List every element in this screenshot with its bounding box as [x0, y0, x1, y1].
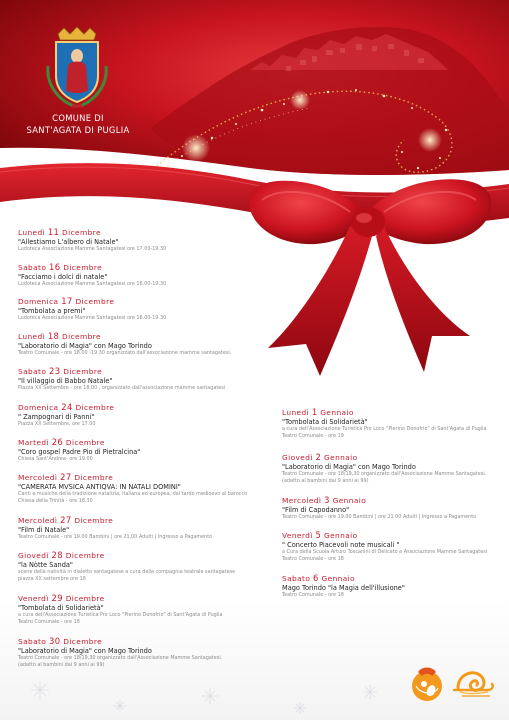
mamme-santagatesi-logo: [410, 664, 444, 704]
event-jan-3: [282, 496, 509, 521]
event-jan-1: [282, 408, 509, 440]
event-dec-18: [18, 332, 258, 357]
event-dec-11: [18, 228, 258, 253]
event-dec-16: [18, 263, 258, 288]
event-title: "Film di Capodanno": [282, 505, 350, 514]
event-jan-6: [282, 574, 509, 599]
municipal-coat-of-arms-icon: [44, 26, 110, 110]
event-date: Mercoledì 27 Dicembre: [18, 472, 114, 482]
event-info: Teatro Comunale - ore 18.00 -19.30 organizzato dall'associazione mamme santagatesi.: [18, 350, 232, 357]
event-title: "CAMERATA MVSICA ANTIQVA: IN NATALI DOMINI": [18, 482, 181, 491]
event-info: Teatro Comunale - ore 18: [18, 619, 80, 626]
event-title: Mago Torindo "la Magia dell'illusione": [282, 583, 405, 592]
event-title: " Concerto Piacevoli note musicali ": [282, 540, 400, 549]
event-date: Sabato 6 Gennaio: [282, 573, 356, 583]
ribbon-bow: [249, 179, 491, 376]
event-dec-23: [18, 367, 258, 392]
event-info: a cura dell'Associazione Turistica Pro Loco "Pierino Donofrio" di Sant'Agata di Puglia: [18, 612, 223, 619]
event-title: "Laboratorio di Magia" con Mago Torindo: [18, 646, 152, 655]
event-title: "Facciamo i dolci di natale": [18, 272, 108, 281]
event-info: Teatro Comunale - ore 19.00 Bambini | ore 21.00 Adulti | Ingresso a Pagamento: [18, 534, 213, 541]
event-title: "la Nòtte Sanda": [18, 560, 73, 569]
event-info: Teatro Comunale - ore 19: [282, 433, 344, 440]
event-info: Teatro Comunale - ore 18/19,30 organizzato dall'Associazione Mamme Santagatesi.: [282, 471, 487, 478]
event-title: "Tombolata a premi": [18, 306, 86, 315]
event-title: "Tombolata di Solidarietà": [282, 417, 368, 426]
event-dec-24: [18, 403, 258, 428]
event-date: Mercoledì 27 Dicembre: [18, 515, 114, 525]
event-title: "Tombolata di Solidarietà": [18, 603, 104, 612]
event-info: a Cura della Scuola Arturo Toscanini di Deliceto e Associazione Mamme Santagatesi: [282, 549, 488, 556]
event-title: "Il villaggio di Babbo Natale": [18, 376, 113, 385]
event-jan-2: [282, 453, 509, 485]
event-dec-27-film: [18, 516, 258, 541]
event-date: Sabato 16 Dicembre: [18, 262, 103, 272]
event-info: (adatto ai bambini dai 9 anni ai 99): [18, 662, 105, 669]
event-dec-28: [18, 551, 258, 583]
event-dec-30: [18, 637, 258, 669]
event-info: Canti e musiche della tradizione natalizia, italiana ed europea, dal tardo medioevo al barocco: [18, 491, 248, 498]
event-info: Chiesa della Trinità - ore 18.30: [18, 498, 93, 505]
event-date: Lunedì 18 Dicembre: [18, 331, 101, 341]
event-title: " Zampognari di Panni": [18, 412, 95, 421]
event-date: Domenica 17 Dicembre: [18, 296, 115, 306]
event-info: Ludoteca Associazione Mamme Santagatesi ore 17.00-19.30: [18, 246, 167, 253]
event-date: Martedì 26 Dicembre: [18, 437, 105, 447]
event-title: "Laboratorio di Magia" con Mago Torindo: [282, 462, 416, 471]
event-title: "Coro gospel Padre Pio di Pietralcina": [18, 447, 141, 456]
event-info: (adatto ai bambini dai 9 anni ai 99): [282, 478, 369, 485]
event-date: Venerdì 29 Dicembre: [18, 593, 105, 603]
event-dec-17: [18, 297, 258, 322]
town-name-line1: COMUNE DI: [52, 113, 104, 123]
event-info: piazza XX settembre ore 18: [18, 576, 86, 583]
event-info: Teatro Comunale - ore 18: [282, 556, 344, 563]
town-name: [22, 112, 134, 136]
event-dec-27-concert: [18, 473, 258, 505]
event-info: Chiesa Sant'Andrea- ore 19.00: [18, 456, 93, 463]
event-date: Sabato 23 Dicembre: [18, 366, 103, 376]
event-date: Giovedì 28 Dicembre: [18, 550, 105, 560]
event-info: a cura dell'Associazione Turistica Pro Loco "Pierino Donofrio" di Sant'Agata di Puglia: [282, 426, 487, 433]
cittaslow-snail-logo: [452, 666, 496, 700]
town-name-line2: SANT'AGATA DI PUGLIA: [26, 125, 130, 135]
event-title: "Film di Natale": [18, 525, 70, 534]
event-info: Teatro Comunale - ore 19.00 Bambini | ore 21.00 Adulti | Ingresso a Pagamento: [282, 514, 477, 521]
event-info: Ludoteca Associazione Mamme Santagatesi ore 16.00-19.30: [18, 315, 167, 322]
event-info: Piazza XX Settembre, ore 17.00: [18, 421, 96, 428]
event-date: Mercoledì 3 Gennaio: [282, 495, 367, 505]
event-info: Ludoteca Associazione Mamme Santagatesi ore 16.00-19.30: [18, 281, 167, 288]
event-date: Lunedì 1 Gennaio: [282, 407, 354, 417]
event-date: Giovedì 2 Gennaio: [282, 452, 358, 462]
event-title: "Laboratorio di Magia" con Mago Torindo: [18, 341, 152, 350]
event-date: Venerdì 5 Gennaio: [282, 530, 358, 540]
event-jan-5: [282, 531, 509, 563]
event-date: Sabato 30 Dicembre: [18, 636, 103, 646]
event-title: "Allestiamo L'albero di Natale": [18, 237, 119, 246]
event-info: Piazza XX Settembre - ore 18.00 , organizzato dall'associazione mamme santagatesi: [18, 385, 226, 392]
event-info: Teatro Comunale - ore 18: [282, 592, 344, 599]
event-dec-29: [18, 594, 258, 626]
event-dec-26: [18, 438, 258, 463]
event-date: Lunedì 11 Dicembre: [18, 227, 101, 237]
event-info: Teatro Comunale - ore 18/19,30 organizzato dall'Associazione Mamme Santagatesi.: [18, 655, 223, 662]
event-info: scene della natività in dialetto santagatese a cura della compagnia teatrale santagatese: [18, 569, 236, 576]
event-date: Domenica 24 Dicembre: [18, 402, 115, 412]
